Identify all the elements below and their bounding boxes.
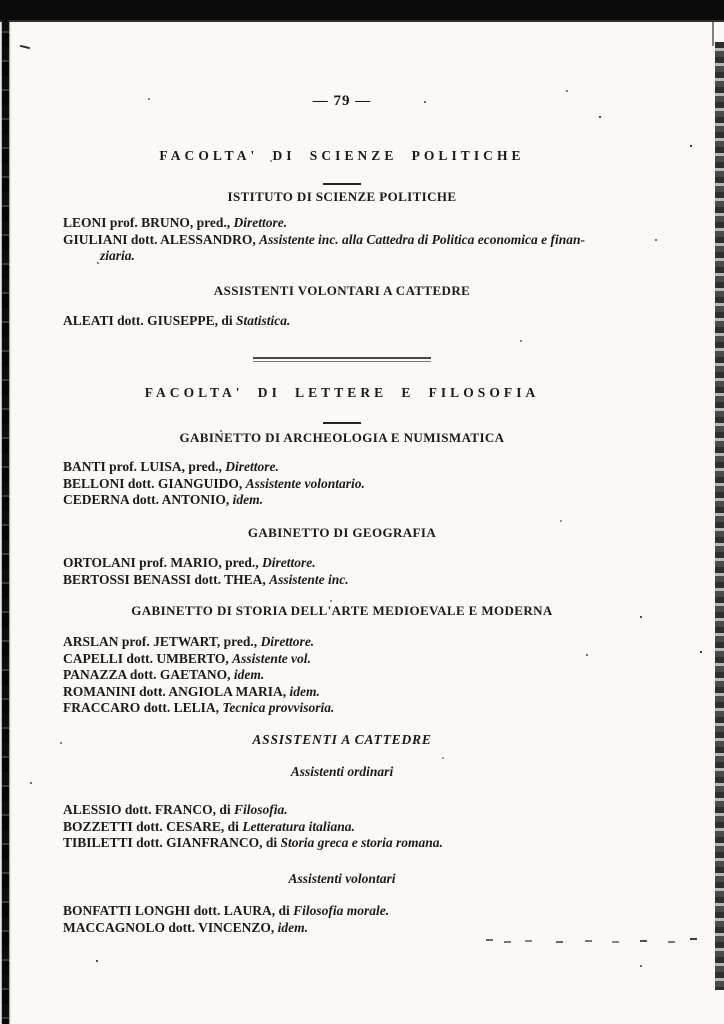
entry-roman: FRACCARO dott. LELIA, [63, 700, 223, 716]
entry-roman: BELLONI dott. GIANGUIDO, [63, 475, 246, 491]
entry-list-storia-arte [63, 634, 711, 717]
entry-italic: Assistente inc. alla Cattedra di Politica economica e finan- [259, 231, 586, 247]
entry-line [63, 634, 711, 651]
entry-roman: CEDERNA dott. ANTONIO, [63, 492, 233, 508]
entry-italic: Assistente vol. [232, 650, 311, 666]
entry-italic: Tecnica provvisoria. [222, 700, 335, 716]
entry-italic: Assistente inc. [269, 571, 349, 587]
entry-roman: GIULIANI dott. ALESSANDRO, [63, 231, 260, 247]
group-heading-assistenti-volontari: Assistenti volontari [288, 871, 396, 886]
short-rule [323, 422, 361, 424]
entry-roman: ROMANINI dott. ANGIOLA MARIA, [63, 683, 290, 699]
scan-left-edge [2, 18, 9, 1024]
entry-italic: idem. [277, 919, 309, 935]
entry-roman: ALESSIO dott. FRANCO, di [63, 802, 235, 817]
entry-italic: Filosofia morale. [293, 903, 390, 918]
entry-italic: Filosofia. [234, 802, 288, 817]
entry-italic: Direttore. [262, 555, 316, 570]
entry-list-geografia [63, 555, 711, 588]
entry-italic: Letteratura italiana. [242, 818, 355, 834]
entry-line [63, 835, 711, 852]
entry-roman: ORTOLANI prof. MARIO, pred., [63, 555, 263, 570]
subsection-heading-geografia: GABINETTO DI GEOGRAFIA [247, 525, 437, 540]
page-number: — 79 — [312, 93, 372, 109]
entry-italic: Storia greca e storia romana. [280, 835, 443, 851]
subsection-heading-storia-arte: GABINETTO DI STORIA DELL'ARTE MEDIOEVALE E MODERNA [131, 603, 553, 618]
scan-right-edge [715, 42, 724, 990]
section-divider-row [12, 349, 672, 367]
entry-line [63, 476, 711, 493]
entry-italic: Statistica. [236, 313, 291, 328]
entry-roman: CAPELLI dott. UMBERTO, [63, 650, 233, 666]
entry-list-assistenti-volontari [63, 313, 711, 330]
entry-roman: BANTI prof. LUISA, pred., [63, 459, 226, 474]
entry-line [63, 684, 711, 701]
entry-line [63, 700, 711, 717]
entry-list-assistenti-ordinari [63, 802, 711, 852]
entry-roman: BONFATTI LONGHI dott. LAURA, di [63, 903, 294, 918]
subsection-heading-assistenti-volontari: ASSISTENTI VOLONTARI A CATTEDRE [213, 283, 471, 298]
faculty-title-scienze-politiche: FACOLTA' DI SCIENZE POLITICHE [159, 148, 525, 163]
entry-line [63, 459, 711, 476]
entry-line [63, 492, 711, 509]
double-rule-divider [253, 357, 431, 362]
entry-line [63, 819, 711, 836]
entry-italic: Assistente volontario. [245, 475, 365, 491]
subsection-heading-archeologia: GABINETTO DI ARCHEOLOGIA E NUMISMATICA [179, 430, 505, 445]
entry-list-istituto [63, 215, 711, 265]
entry-italic: idem. [232, 492, 264, 508]
entry-line [63, 920, 711, 937]
entry-roman: PANAZZA dott. GAETANO, [63, 667, 234, 683]
entry-roman: TIBILETTI dott. GIANFRANCO, di [63, 835, 281, 851]
entry-italic: Direttore. [233, 215, 288, 230]
entry-italic: idem. [233, 667, 265, 683]
entry-line [63, 651, 711, 668]
entry-italic: Direttore. [225, 459, 279, 474]
scan-top-black-band [0, 0, 724, 22]
entry-line [63, 313, 711, 330]
scan-tick-mark [20, 45, 30, 49]
entry-italic: idem. [289, 683, 320, 699]
entry-wrap-line [63, 248, 711, 265]
entry-roman: BERTOSSI BENASSI dott. THEA, [63, 571, 270, 587]
entry-line [63, 667, 711, 684]
entry-list-archeologia [63, 459, 711, 509]
subsection-heading-istituto: ISTITUTO DI SCIENZE POLITICHE [227, 189, 457, 204]
entry-list-assistenti-volontari-lettere [63, 903, 711, 936]
entry-italic: Direttore. [260, 634, 315, 649]
faculty-title-lettere-filosofia: FACOLTA' DI LETTERE E FILOSOFIA [144, 385, 540, 400]
group-heading-assistenti-ordinari: Assistenti ordinari [290, 764, 394, 779]
entry-line [63, 802, 711, 819]
entry-roman: BOZZETTI dott. CESARE, di [63, 818, 243, 834]
entry-italic: ziaria. [100, 248, 135, 264]
entry-line [63, 232, 711, 249]
entry-roman: ARSLAN prof. JETWART, pred., [63, 634, 261, 649]
scan-dash-artifacts [0, 0, 7, 2]
entry-roman: MACCAGNOLO dott. VINCENZO, [63, 919, 278, 935]
entry-line [63, 572, 711, 589]
entry-line [63, 903, 711, 920]
short-rule [323, 183, 361, 185]
entry-roman: LEONI prof. BRUNO, pred., [63, 215, 234, 230]
entry-line [63, 215, 711, 232]
subsection-heading-assistenti-cattedre: ASSISTENTI A CATTEDRE [252, 732, 432, 747]
scan-right-corner-line [712, 20, 714, 46]
entry-line [63, 555, 711, 572]
entry-roman: ALEATI dott. GIUSEPPE, di [63, 313, 237, 328]
